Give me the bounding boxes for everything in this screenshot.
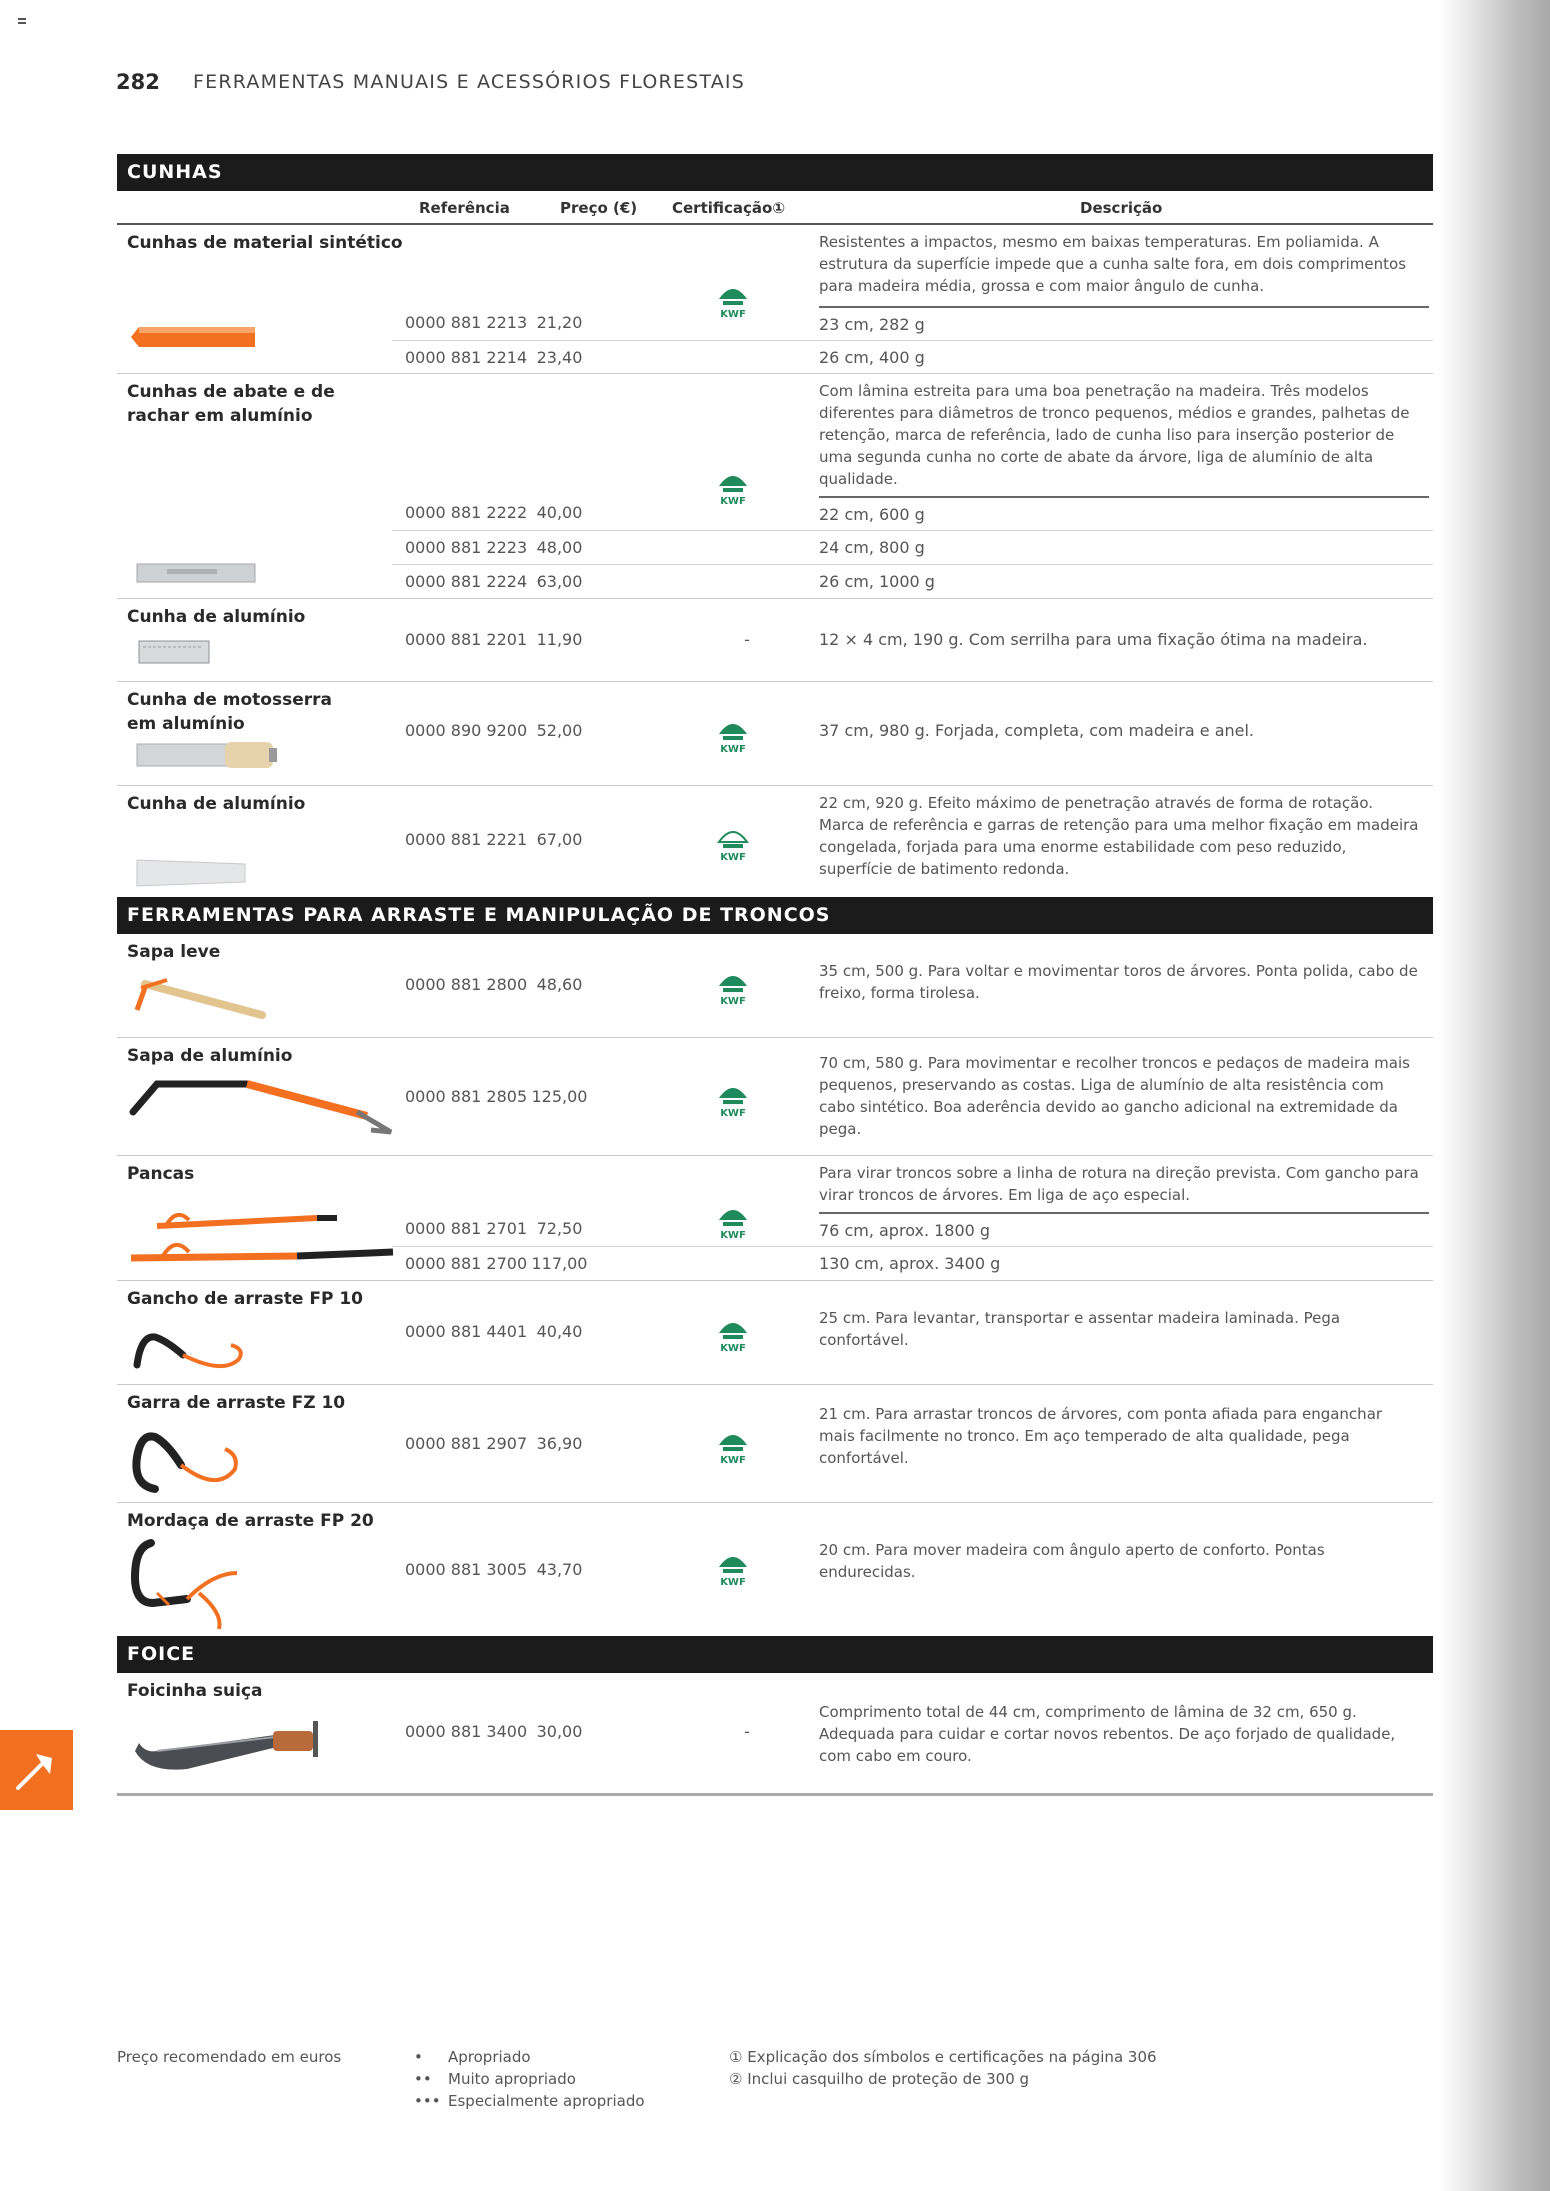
product-group <box>117 1673 1433 1796</box>
page-number: 282 <box>116 70 160 94</box>
table-row: 0000 881 2213 21,20 23 cm, 282 g <box>392 306 1433 340</box>
product-name: Cunhas de abate e de rachar em alumínio <box>127 382 335 426</box>
svg-text:KWF: KWF <box>720 1455 746 1466</box>
table-row: 0000 881 2214 23,40 26 cm, 400 g <box>392 340 1433 374</box>
section-header-foice: FOICE <box>117 1636 1433 1673</box>
table-row: 0000 881 2907 36,90 <box>405 1434 583 1453</box>
product-description: Com lâmina estreita para uma boa penetração na madeira. Três modelos diferentes para diâmetros de tronco pequenos, médios e grandes, palhetas de retenção, marca de referência, lado de cunha liso para inserção posterior de uma segunda cunha no corte de abate da árvore, liga de alumínio de alta qualidade. <box>819 382 1410 488</box>
table-row: 0000 881 2221 67,00 <box>405 830 583 849</box>
product-name: Mordaça de arraste FP 20 <box>127 1511 374 1531</box>
table-row: 0000 881 2805 125,00 <box>405 1087 588 1106</box>
product-group <box>117 225 1433 374</box>
col-price: Preço (€) <box>560 199 638 217</box>
forestry-tool-icon <box>0 1730 73 1810</box>
product-group <box>117 934 1433 1038</box>
product-description: 25 cm. Para levantar, transportar e assentar madeira laminada. Pega confortável. <box>819 1309 1341 1349</box>
product-group <box>117 682 1433 786</box>
footnotes <box>729 2046 1157 2090</box>
section-header-arraste: FERRAMENTAS PARA ARRASTE E MANIPULAÇÃO DE TRONCOS <box>117 897 1433 934</box>
rating-item: •• Muito apropriado <box>414 2070 576 2088</box>
product-description: 22 cm, 920 g. Efeito máximo de penetração através de forma de rotação. Marca de referência e garras de retenção para uma melhor fixação em madeira congelada, forjada para uma enorme estabilidade com peso reduzido, superfície de batimento redonda. <box>819 794 1419 878</box>
billhook-image <box>127 1707 327 1787</box>
col-ref: Referência <box>419 199 510 217</box>
svg-text:KWF: KWF <box>720 1108 746 1119</box>
table-row: 0000 881 2222 40,00 22 cm, 600 g <box>392 496 1433 530</box>
product-description: 21 cm. Para arrastar troncos de árvores, com ponta afiada para enganchar mais facilmente no tronco. Em aço temperado de alta qualidade, pega confortável. <box>819 1405 1383 1467</box>
menu-icon[interactable] <box>18 18 26 24</box>
rating-legend <box>414 2046 645 2112</box>
table-row: 0000 881 3005 43,70 <box>405 1560 583 1579</box>
product-name: Cunha de motosserra em alumínio <box>127 690 332 734</box>
product-group <box>117 786 1433 897</box>
svg-text:KWF: KWF <box>720 852 746 863</box>
product-name: Gancho de arraste FP 10 <box>127 1289 363 1309</box>
product-description: Para virar troncos sobre a linha de rotura na direção prevista. Com gancho para virar troncos de árvores. Em liga de aço especial. <box>819 1164 1419 1204</box>
product-name: Garra de arraste FZ 10 <box>127 1393 346 1413</box>
light-hookaroon-image <box>127 970 277 1030</box>
product-name: Sapa leve <box>127 942 221 962</box>
table-row: 0000 881 2700 117,00 130 cm, aprox. 3400 g <box>392 1246 1433 1280</box>
skidding-clamp-image <box>127 1533 277 1633</box>
svg-text:KWF: KWF <box>720 496 746 507</box>
product-name: Cunhas de material sintético <box>127 233 403 253</box>
column-headers <box>117 191 1433 225</box>
aluminium-wedge-image <box>127 542 277 602</box>
product-table <box>117 154 1433 1796</box>
plastic-wedge-image <box>127 307 277 367</box>
section-header-cunhas: CUNHAS <box>117 154 1433 191</box>
skidding-tongs-image <box>127 1419 277 1499</box>
product-name: Foicinha suiça <box>127 1681 263 1701</box>
product-group <box>117 1281 1433 1385</box>
rating-item: ••• Especialmente apropriado <box>414 2092 645 2110</box>
svg-text:KWF: KWF <box>720 309 746 320</box>
product-group <box>117 1503 1433 1636</box>
lifting-hook-image <box>127 1315 277 1381</box>
product-group <box>117 1385 1433 1503</box>
chainsaw-wedge-image <box>127 734 287 794</box>
product-group <box>117 374 1433 599</box>
table-row: 0000 881 4401 40,40 <box>405 1322 583 1341</box>
svg-text:KWF: KWF <box>720 1230 746 1241</box>
product-group <box>117 1038 1433 1156</box>
page-title: FERRAMENTAS MANUAIS E ACESSÓRIOS FLORESTAIS <box>193 71 745 93</box>
aluminium-wedge-image <box>127 846 277 906</box>
rating-item: • Apropriado <box>414 2048 531 2066</box>
table-row: 0000 881 2701 72,50 76 cm, aprox. 1800 g <box>392 1212 1433 1246</box>
price-note: Preço recomendado em euros <box>117 2048 342 2066</box>
col-desc: Descrição <box>1080 199 1163 217</box>
footnote: ① Explicação dos símbolos e certificações na página 306 <box>729 2048 1157 2066</box>
table-row: 0000 881 2224 63,00 26 cm, 1000 g <box>392 564 1433 598</box>
product-name: Cunha de alumínio <box>127 607 306 627</box>
felling-lever-image <box>127 1198 397 1278</box>
table-row: 0000 881 3400 30,00 - <box>405 1722 750 1741</box>
table-row: 0000 881 2201 11,90 - 12 × 4 cm, 190 g. Com serrilha para uma fixação ótima na madeira. <box>405 630 1368 649</box>
product-name: Pancas <box>127 1164 195 1184</box>
product-description: Resistentes a impactos, mesmo em baixas temperaturas. Em poliamida. A estrutura da superfície impede que a cunha salte fora, em dois comprimentos para madeira média, grossa e com maior ângulo de cunha. <box>819 233 1407 295</box>
table-row: 0000 881 2800 48,60 <box>405 975 583 994</box>
table-row: 0000 881 2223 48,00 24 cm, 800 g <box>392 530 1433 564</box>
col-cert: Certificação① <box>672 199 786 217</box>
product-description: 70 cm, 580 g. Para movimentar e recolher troncos e pedaços de madeira mais pequenos, preservando as costas. Liga de alumínio de alta resistência com cabo sintético. Boa aderência devido ao gancho adicional na extremidade da pega. <box>819 1054 1410 1138</box>
footnote: ② Inclui casquilho de proteção de 300 g <box>729 2070 1030 2088</box>
product-name: Cunha de alumínio <box>127 794 306 814</box>
svg-text:KWF: KWF <box>720 1577 746 1588</box>
table-row: 0000 890 9200 52,00 37 cm, 980 g. Forjada, completa, com madeira e anel. <box>405 721 1255 740</box>
svg-text:KWF: KWF <box>720 744 746 755</box>
chapter-tab[interactable] <box>0 1730 73 1810</box>
product-group <box>117 599 1433 682</box>
page-edge-shadow <box>1440 0 1550 2191</box>
product-description: Comprimento total de 44 cm, comprimento de lâmina de 32 cm, 650 g. Adequada para cuidar e cortar novos rebentos. De aço forjado de qualidade, com cabo em couro. <box>819 1703 1396 1765</box>
product-group <box>117 1156 1433 1281</box>
product-description: 20 cm. Para mover madeira com ângulo aperto de conforto. Pontas endurecidas. <box>819 1541 1325 1581</box>
product-description: 35 cm, 500 g. Para voltar e movimentar toros de árvores. Ponta polida, cabo de freixo, forma tirolesa. <box>819 962 1418 1002</box>
aluminium-hookaroon-image <box>127 1072 397 1147</box>
svg-text:KWF: KWF <box>720 996 746 1007</box>
svg-text:KWF: KWF <box>720 1343 746 1354</box>
product-name: Sapa de alumínio <box>127 1046 293 1066</box>
